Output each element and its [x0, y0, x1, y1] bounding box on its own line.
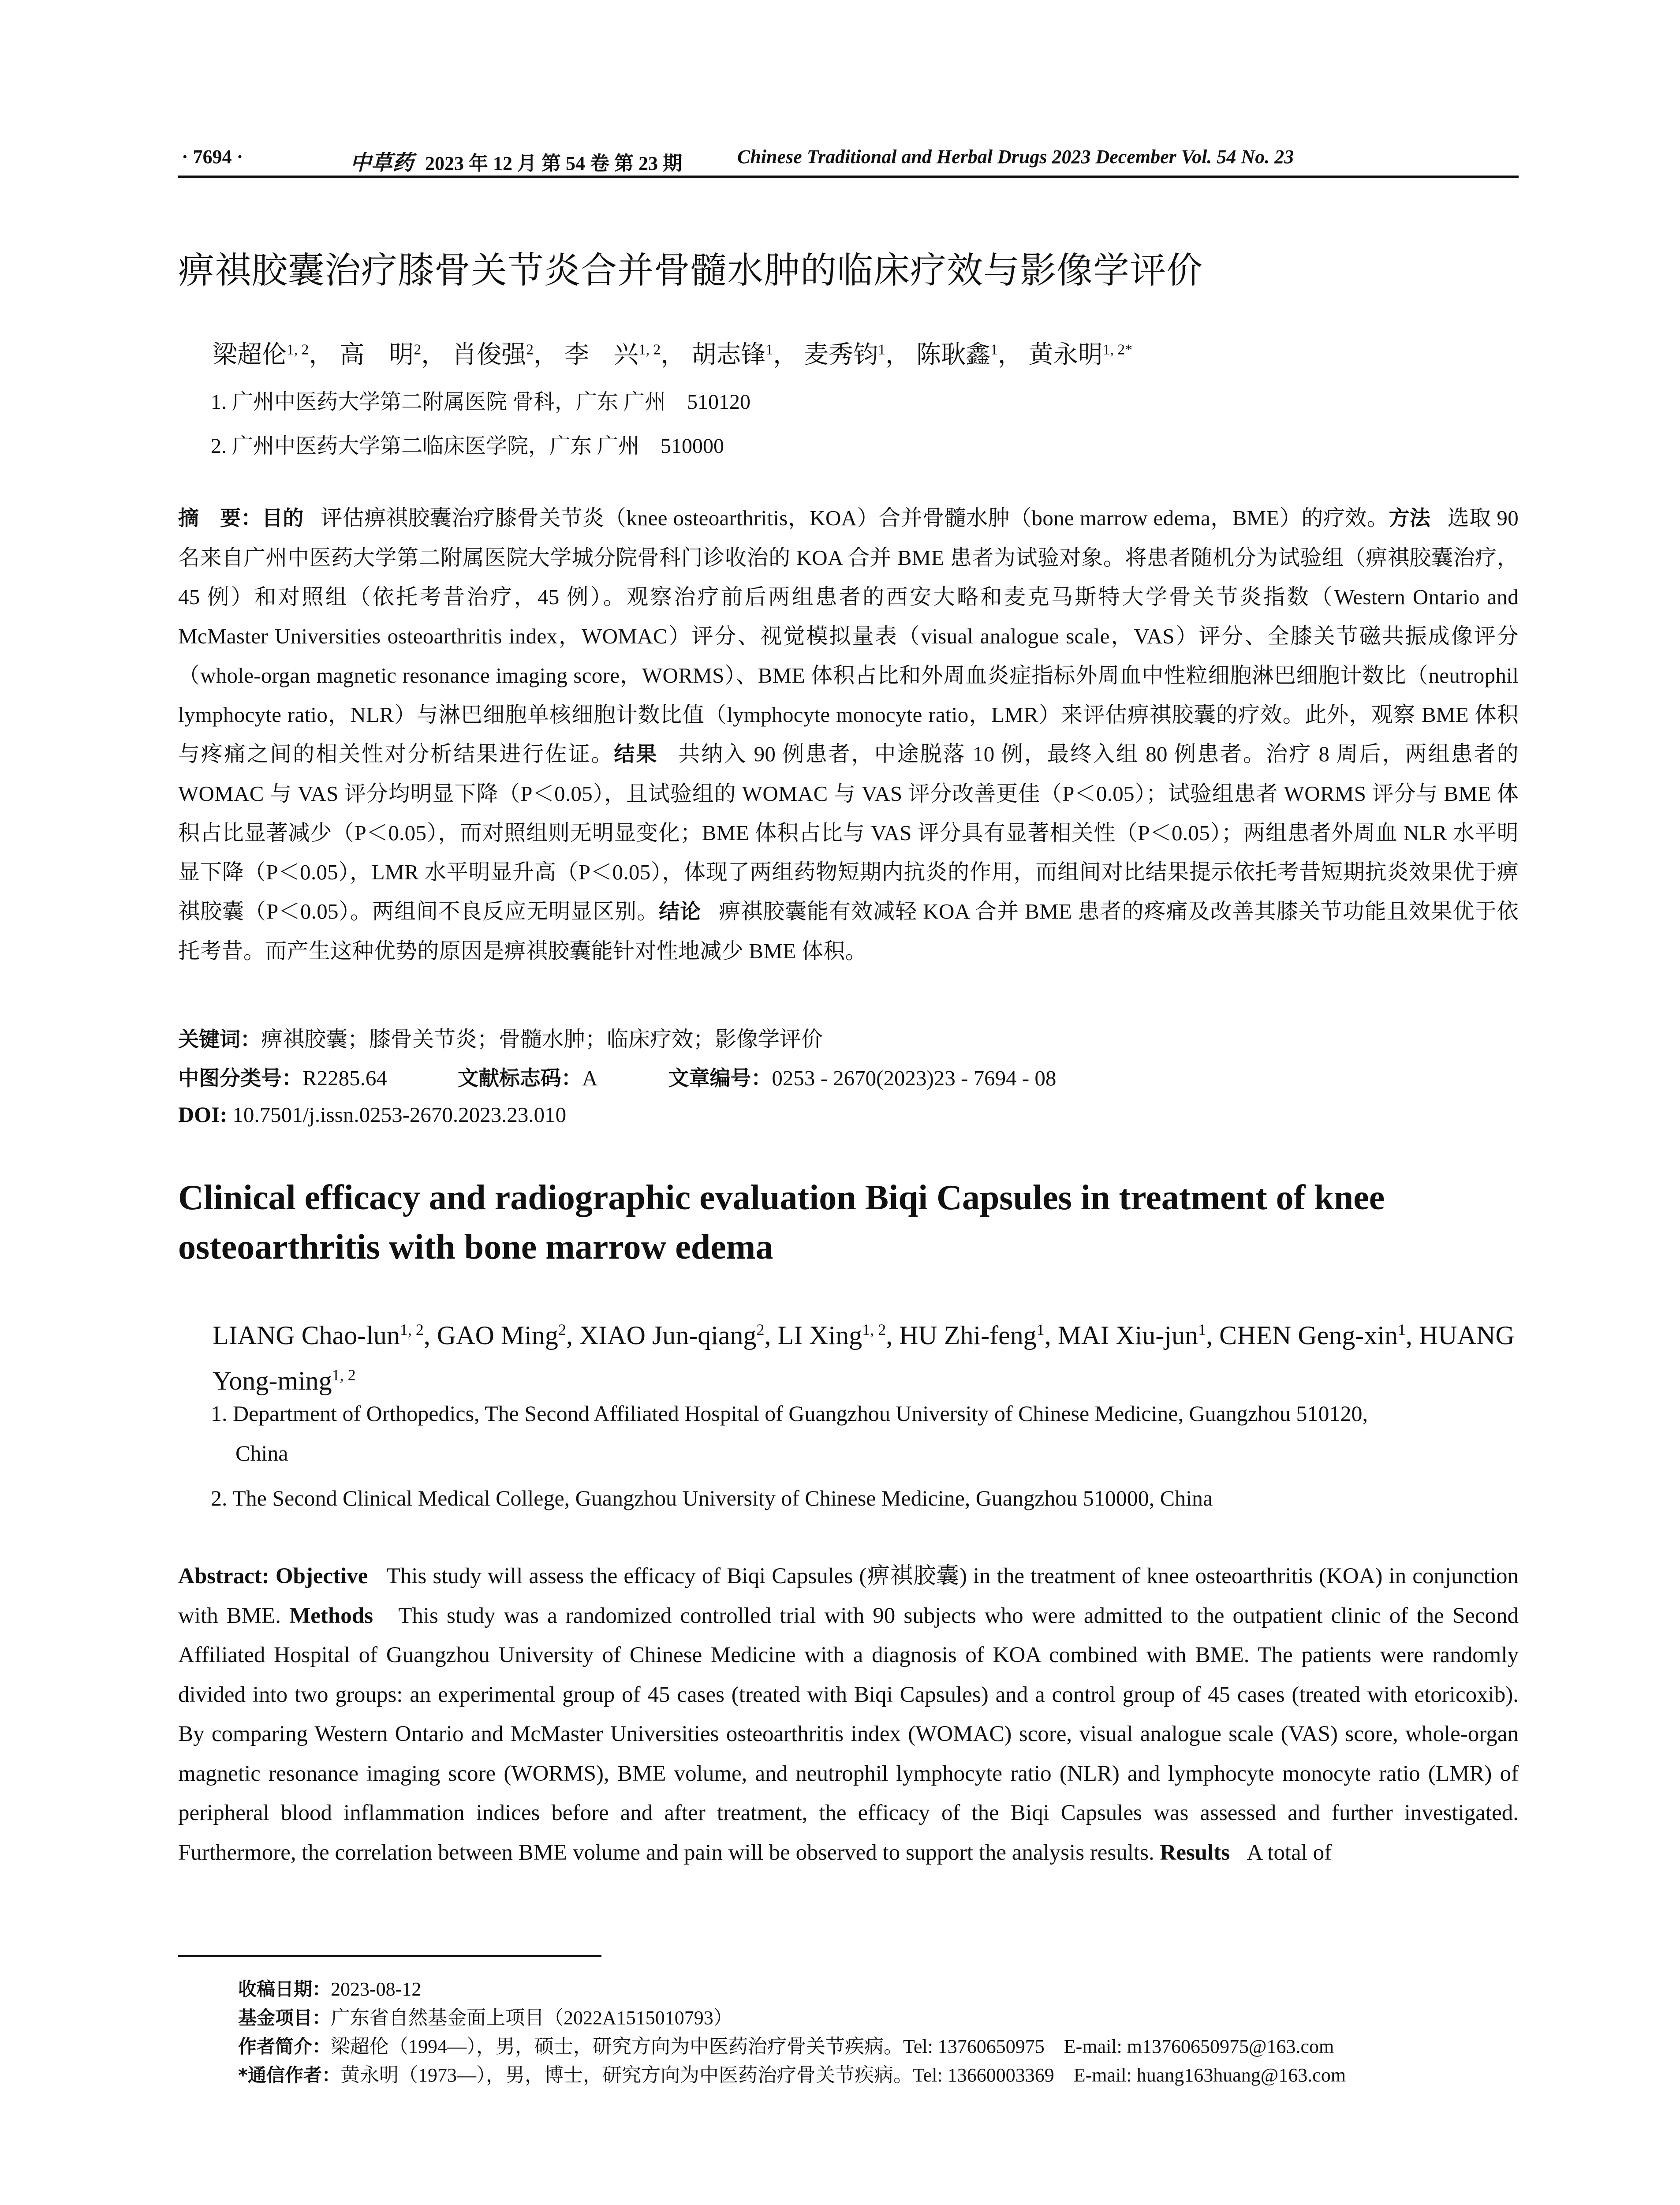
author-cn: 麦秀钧$^1$，: [804, 341, 910, 369]
author-cn: 高 明$^2$，: [340, 341, 446, 369]
abstract-cn-label: 摘 要：: [178, 506, 262, 531]
title-en: Clinical efficacy and radiographic evaluation Biqi Capsules in treatment of knee osteoarthritis with bone marrow edema: [178, 1178, 1385, 1267]
journal-en: Chinese Traditional and Herbal Drugs 2023 December Vol. 54 No. 23: [737, 146, 1294, 168]
classification-line: [178, 1062, 1056, 1091]
author-en: LI Xing$^{1, 2}$,: [777, 1321, 900, 1350]
conclusion-cn: 痹祺胶囊能有效减轻 KOA 合并 BME 患者的疼痛及改善其膝关节功能且效果优于依托考昔。而产生这种优势的原因是痹祺胶囊能针对性地减少 BME 体积。: [178, 899, 1519, 963]
abstract-en-label: Abstract: Objective: [178, 1564, 368, 1588]
journal-cn-issue: 2023 年 12 月 第 54 卷 第 23 期: [425, 153, 683, 174]
author-cn: 梁超伦$^{1, 2}$，: [213, 341, 334, 369]
article-id-label: 文章编号：: [668, 1066, 772, 1091]
methods-en-label: Methods: [289, 1603, 373, 1628]
doc-code-label: 文献标志码：: [457, 1066, 582, 1091]
results-cn-label: 结果: [614, 742, 658, 766]
clc-value: R2285.64: [302, 1066, 387, 1090]
results-en-label: Results: [1160, 1840, 1230, 1865]
objective-cn-label: 目的: [261, 506, 304, 531]
footnote-received: 收稿日期：2023-08-12: [238, 1978, 422, 2000]
author-cn: 黄永明$^{1, 2*}$: [1028, 341, 1132, 369]
author-en: HU Zhi-feng$^1$,: [899, 1321, 1058, 1350]
objective-en: This study will assess the efficacy of Biqi Capsules (痹祺胶囊) in the treatment of knee osteoarthritis (KOA) in conjunction with BME.: [178, 1564, 1519, 1628]
affiliation-en-1-line1: 1. Department of Orthopedics, The Second Affiliated Hospital of Guangzhou University of Chinese Medicine, Guangzhou 510120,: [211, 1401, 1368, 1426]
article-id-value: 0253 - 2670(2023)23 - 7694 - 08: [772, 1066, 1057, 1090]
affiliation-cn-1: 1. 广州中医药大学第二附属医院 骨科，广东 广州 510120: [211, 390, 751, 414]
methods-cn: 选取 90 名来自广州中医药大学第二附属医院大学城分院骨科门诊收治的 KOA 合并 BME 患者为试验对象。将患者随机分为试验组（痹祺胶囊治疗，45 例）和对照组（依托考昔治疗，45 例）。观察治疗前后两组患者的西安大略和麦克马斯特大学骨关节炎指数（Western Ontario and McMaster Universities osteoarthritis index，WOMAC）评分、视觉模拟量表（visual analogue scale，VAS）评分、全膝关节磁共振成像评分（whole-organ magnetic resonance imaging score，WORMS）、BME 体积占比和外周血炎症指标外周血中性粒细胞淋巴细胞计数比（neutrophil lymphocyte ratio，NLR）与淋巴细胞单核细胞计数比值（lymphocyte monocyte ratio，LMR）来评估痹祺胶囊的疗效。此外，观察 BME 体积与疼痛之间的相关性对分析结果进行佐证。: [178, 506, 1519, 766]
author-en: XIAO Jun-qiang$^2$,: [579, 1321, 778, 1350]
keywords-cn: [178, 1022, 823, 1053]
keywords-label: 关键词：: [178, 1028, 261, 1052]
journal-cn-name: 中草药: [350, 151, 414, 175]
page-number: · 7694 ·: [182, 146, 243, 168]
affiliation-cn-2: 2. 广州中医药大学第二临床医学院，广东 广州 510000: [211, 434, 724, 458]
affiliation-en-1: [211, 1394, 1516, 1473]
footnote-fund: 基金项目：广东省自然基金面上项目（2022A1515010793）: [238, 2007, 733, 2029]
authors-cn: [213, 335, 1132, 370]
doc-code-value: A: [582, 1066, 598, 1090]
results-en: A total of: [1247, 1840, 1332, 1865]
conclusion-cn-label: 结论: [659, 900, 702, 924]
title-cn: 痹祺胶囊治疗膝骨关节炎合并骨髓水肿的临床疗效与影像学评价: [178, 250, 1203, 292]
author-en: HUANG Yong-ming$^{1, 2}$: [213, 1321, 1515, 1395]
methods-cn-label: 方法: [1389, 506, 1431, 531]
author-en: GAO Ming$^2$,: [437, 1321, 579, 1350]
results-cn: 共纳入 90 例患者，中途脱落 10 例，最终入组 80 例患者。治疗 8 周后，两组患者的 WOMAC 与 VAS 评分均明显下降（P＜0.05），且试验组的 WOMAC 与 VAS 评分改善更佳（P＜0.05）；试验组患者 WORMS 评分与 BME 体积占比显著减少（P＜0.05），而对照组则无明显变化；BME 体积占比与 VAS 评分具有显著相关性（P＜0.05）；两组患者外周血 NLR 水平明显下降（P＜0.05），LMR 水平明显升高（P＜0.05），体现了两组药物短期内抗炎的作用，而组间对比结果提示依托考昔短期抗炎效果优于痹祺胶囊（P＜0.05）。两组间不良反应无明显区别。: [178, 742, 1519, 923]
abstract-en: [178, 1557, 1519, 1872]
footnote-author: 作者简介：梁超伦（1994—），男，硕士，研究方向为中医药治疗骨关节疾病。Tel: 13760650975 E-mail: m13760650975@163.com: [238, 2036, 1334, 2057]
author-cn: 肖俊强$^2$，: [452, 341, 558, 369]
doi-label: DOI:: [178, 1102, 228, 1127]
footnotes: [238, 1975, 1346, 2089]
authors-en: [213, 1310, 1518, 1401]
doi-value: 10.7501/j.issn.0253-2670.2023.23.010: [232, 1102, 567, 1127]
author-cn: 陈耿鑫$^1$，: [916, 341, 1023, 369]
author-en: CHEN Geng-xin$^1$,: [1219, 1321, 1419, 1350]
author-en: LIANG Chao-lun$^{1, 2}$,: [213, 1321, 437, 1350]
doi-line: [178, 1102, 566, 1127]
abstract-cn: [178, 498, 1519, 971]
footnote-divider: [178, 1955, 601, 1957]
affiliation-en-2: 2. The Second Clinical Medical College, Guangzhou University of Chinese Medicine, Guangzhou 510000, China: [211, 1486, 1213, 1510]
journal-cn: [350, 146, 682, 176]
footnote-corresponding: *通信作者：黄永明（1973—），男，博士，研究方向为中医药治疗骨关节疾病。Tel: 13660003369 E-mail: huang163huang@163.com: [238, 2064, 1346, 2086]
author-en: MAI Xiu-jun$^1$,: [1057, 1321, 1220, 1350]
author-cn: 李 兴$^{1, 2}$，: [564, 341, 686, 369]
methods-en: This study was a randomized controlled trial with 90 subjects who were admitted to the outpatient clinic of the Second Affiliated Hospital of Guangzhou University of Chinese Medicine with a diagnosis of KOA combined with BME. The patients were randomly divided into two groups: an experimental group of 45 cases (treated with Biqi Capsules) and a control group of 45 cases (treated with etoricoxib). By comparing Western Ontario and McMaster Universities osteoarthritis index (WOMAC) score, visual analogue scale (VAS) score, whole-organ magnetic resonance imaging score (WORMS), BME volume, and neutrophil lymphocyte ratio (NLR) and lymphocyte monocyte ratio (LMR) of peripheral blood inflammation indices before and after treatment, the efficacy of the Biqi Capsules was assessed and further investigated. Furthermore, the correlation between BME volume and pain will be observed to support the analysis results.: [178, 1603, 1519, 1865]
running-header: [178, 142, 1519, 178]
objective-cn: 评估痹祺胶囊治疗膝骨关节炎（knee osteoarthritis，KOA）合并骨髓水肿（bone marrow edema，BME）的疗效。: [321, 506, 1389, 530]
keywords-text: 痹祺胶囊；膝骨关节炎；骨髓水肿；临床疗效；影像学评价: [261, 1027, 823, 1051]
clc-label: 中图分类号：: [178, 1066, 302, 1091]
affiliation-en-1-line2: China: [235, 1441, 288, 1465]
author-cn: 胡志锋$^1$，: [691, 341, 798, 369]
